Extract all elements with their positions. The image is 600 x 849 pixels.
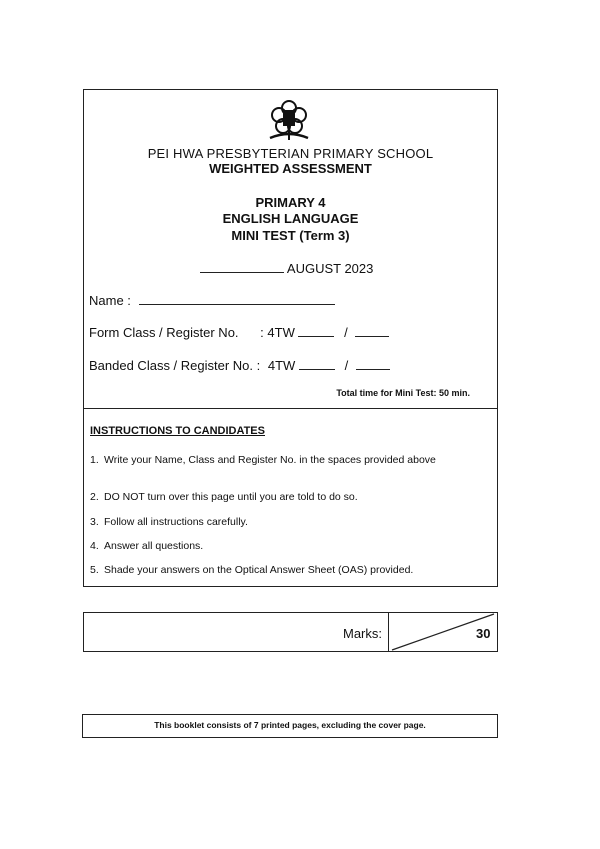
name-field[interactable]: [139, 292, 335, 305]
instruction-item: [90, 490, 480, 504]
banded-register-field[interactable]: [356, 357, 390, 370]
instruction-item: [90, 563, 480, 577]
instruction-text: Shade your answers on the Optical Answer Sheet (OAS) provided.: [104, 564, 414, 576]
page-count-note: This booklet consists of 7 printed pages, excluding the cover page.: [154, 720, 426, 730]
banded-class-prefix: 4TW: [267, 358, 296, 373]
school-logo: [266, 96, 312, 142]
form-class-prefix: : 4TW: [260, 325, 295, 340]
banded-class-field[interactable]: [299, 357, 335, 370]
instruction-number: 1.: [90, 454, 99, 466]
form-class-row: [89, 324, 389, 340]
instruction-text: Write your Name, Class and Register No. in the spaces provided above: [104, 454, 436, 466]
test-title: MINI TEST (Term 3): [231, 228, 350, 243]
instruction-number: 3.: [90, 516, 99, 528]
date-month: AUGUST 2023: [286, 261, 374, 276]
date-blank[interactable]: [200, 260, 284, 273]
instruction-text: Answer all questions.: [104, 540, 204, 552]
subject-title: ENGLISH LANGUAGE: [222, 211, 359, 226]
instruction-number: 5.: [90, 564, 99, 576]
date-row: [200, 260, 373, 276]
instruction-item: [90, 515, 480, 529]
instruction-item: [90, 539, 480, 553]
instruction-number: 4.: [90, 540, 99, 552]
assessment-title: WEIGHTED ASSESSMENT: [209, 161, 372, 176]
banded-class-label: Banded Class / Register No. :: [89, 358, 261, 373]
name-row: [89, 292, 335, 308]
form-register-field[interactable]: [355, 324, 389, 337]
form-class-field[interactable]: [298, 324, 334, 337]
form-class-label: Form Class / Register No.: [89, 325, 239, 340]
instruction-text: Follow all instructions carefully.: [104, 516, 248, 528]
banded-class-row: [89, 357, 390, 373]
name-label: Name :: [89, 293, 131, 308]
instruction-text: DO NOT turn over this page until you are told to do so.: [104, 491, 358, 503]
marks-total: 30: [476, 626, 491, 641]
banded-slash: /: [344, 358, 349, 373]
level-title: PRIMARY 4: [255, 195, 326, 210]
school-name: PEI HWA PRESBYTERIAN PRIMARY SCHOOL: [147, 146, 434, 161]
instruction-number: 2.: [90, 491, 99, 503]
marks-label: Marks:: [343, 626, 382, 641]
instructions-title: INSTRUCTIONS TO CANDIDATES: [90, 425, 265, 437]
total-time: Total time for Mini Test: 50 min.: [336, 388, 470, 398]
instruction-item: [90, 453, 480, 467]
form-slash: /: [344, 325, 348, 340]
